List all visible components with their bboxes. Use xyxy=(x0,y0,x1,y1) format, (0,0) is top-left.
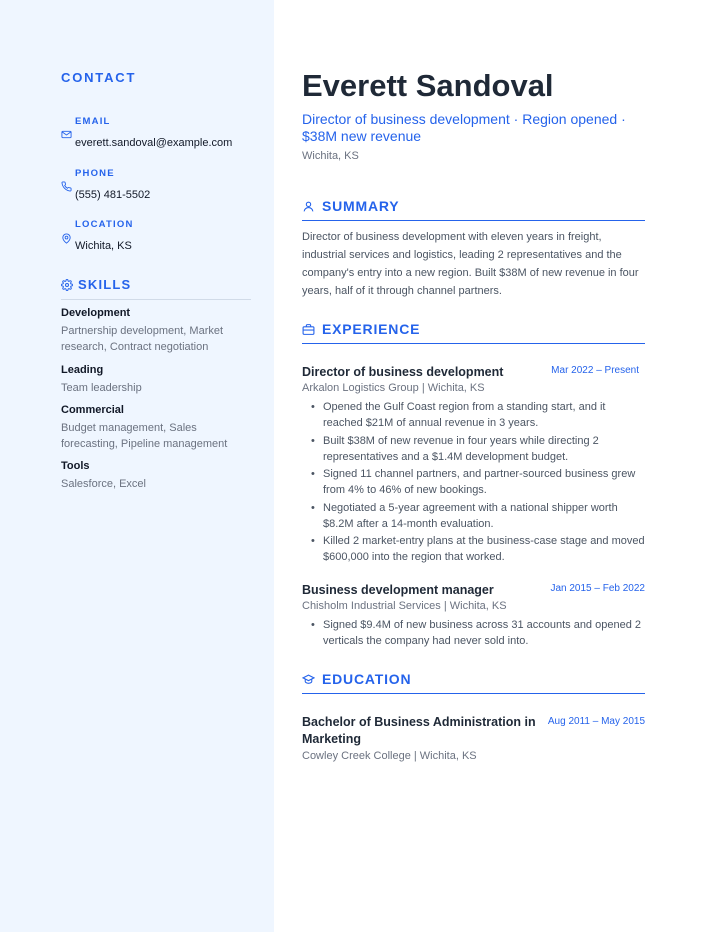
summary-text: Director of business development with eleven years in freight, industrial services and logistics, leading 2 representatives and the company's entry into a new region. Built $38M of new revenue in four years, half of it through channel partners. xyxy=(302,231,639,297)
phone-icon xyxy=(61,181,72,192)
candidate-name: Everett Sandoval xyxy=(302,68,554,103)
contact-label: PHONE xyxy=(75,168,115,179)
contact-email xyxy=(61,116,261,150)
skill-group xyxy=(61,363,256,396)
experience-heading xyxy=(302,322,645,344)
contact-phone xyxy=(61,168,261,202)
header-location: Wichita, KS xyxy=(302,150,359,162)
job-entry xyxy=(302,365,647,567)
list-item: • Signed $9.4M of new business across 31 accounts and opened 2 verticals the company had never sold into. xyxy=(302,617,647,649)
user-icon xyxy=(302,200,315,213)
skill-group xyxy=(61,306,256,355)
school: Cowley Creek College | Wichita, KS xyxy=(302,750,477,762)
skill-items: Team leadership xyxy=(61,382,142,394)
skill-category: Leading xyxy=(61,364,104,376)
job-company: Chisholm Industrial Services | Wichita, KS xyxy=(302,600,507,612)
location-value: Wichita, KS xyxy=(75,240,132,252)
skill-category: Commercial xyxy=(61,404,124,416)
job-entry xyxy=(302,583,647,651)
experience-title: EXPERIENCE xyxy=(322,321,421,337)
job-bullets xyxy=(302,399,647,565)
skill-group xyxy=(61,459,256,492)
education-dates: Aug 2011 – May 2015 xyxy=(547,716,645,727)
briefcase-icon xyxy=(302,323,315,336)
contact-heading: CONTACT xyxy=(61,70,137,85)
job-bullets xyxy=(302,617,647,649)
phone-value[interactable]: (555) 481-5502 xyxy=(75,189,151,201)
list-item: • Signed 11 channel partners, and partner-sourced business grew from 4% to 46% of new bookings. xyxy=(302,466,647,498)
graduation-cap-icon xyxy=(302,673,315,686)
contact-label: EMAIL xyxy=(75,116,111,127)
gear-icon xyxy=(61,279,73,291)
email-value[interactable]: everett.sandoval@example.com xyxy=(75,137,233,149)
job-title: Business development manager xyxy=(302,583,494,597)
job-company: Arkalon Logistics Group | Wichita, KS xyxy=(302,382,485,394)
job-dates: Mar 2022 – Present xyxy=(551,365,639,376)
education-heading xyxy=(302,672,645,694)
skill-items: Partnership development, Market research, Contract negotiation xyxy=(61,325,224,353)
job-dates: Jan 2015 – Feb 2022 xyxy=(550,583,645,594)
summary-title: SUMMARY xyxy=(322,198,400,214)
list-item: • Built $38M of new revenue in four years while directing 2 representatives and a $1.4M development budget. xyxy=(302,433,647,465)
headline: Director of business development · Region opened · $38M new revenue xyxy=(302,111,626,144)
skill-items: Budget management, Sales forecasting, Pipeline management xyxy=(61,422,228,450)
degree: Bachelor of Business Administration in Marketing xyxy=(302,715,536,746)
contact-label: LOCATION xyxy=(75,219,134,230)
skill-category: Development xyxy=(61,307,131,319)
education-entry xyxy=(302,714,647,762)
map-pin-icon xyxy=(61,233,72,244)
skill-items: Salesforce, Excel xyxy=(61,478,146,490)
skill-category: Tools xyxy=(61,460,90,472)
list-item: • Negotiated a 5-year agreement with a national shipper worth $8.2M after a 14-month evaluation. xyxy=(302,500,647,532)
contact-location xyxy=(61,219,261,253)
education-title: EDUCATION xyxy=(322,671,412,687)
summary-heading xyxy=(302,199,645,221)
list-item: • Opened the Gulf Coast region from a standing start, and it reached $21M of annual revenue in 3 years. xyxy=(302,399,647,431)
mail-icon xyxy=(61,129,72,140)
skill-group xyxy=(61,403,256,452)
job-title: Director of business development xyxy=(302,365,504,379)
skills-title: SKILLS xyxy=(78,277,132,292)
skills-heading xyxy=(61,277,251,300)
list-item: • Killed 2 market-entry plans at the business-case stage and moved $600,000 into the region that worked. xyxy=(302,533,647,565)
